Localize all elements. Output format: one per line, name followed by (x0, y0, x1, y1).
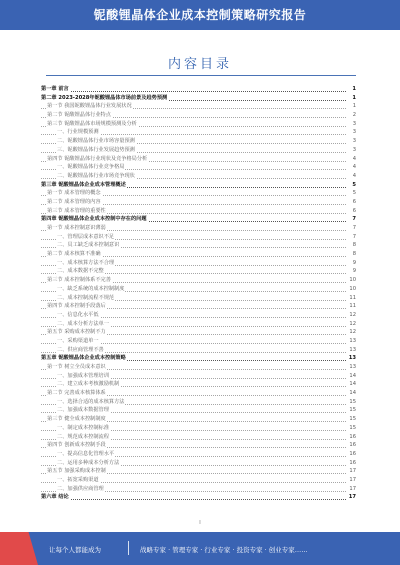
toc-entry-label: 一、提高信息化管理水平 (57, 450, 115, 457)
toc-entry-label: 一、成本核算方法不合理 (57, 259, 115, 266)
toc-entry-page: 10 (349, 285, 356, 292)
toc-entry[interactable] (41, 441, 356, 450)
toc-entry[interactable] (41, 406, 356, 415)
toc-entry-label: 第四节 铌酸锂晶体行业现状及竞争格局分析 (47, 155, 148, 162)
toc-entry[interactable] (41, 102, 356, 111)
toc-entry-page: 13 (348, 355, 356, 362)
toc-entry[interactable] (41, 485, 356, 494)
toc-entry-page: 6 (348, 198, 356, 207)
toc-entry-label: 三、铌酸锂晶体行业发展趋势预测 (57, 146, 135, 153)
toc-entry-page: 14 (349, 381, 356, 388)
toc-entry[interactable] (41, 372, 356, 381)
toc-entry-page: 1 (348, 102, 356, 111)
toc-entry-label: 一、缺乏系统的成本控制制度 (57, 285, 125, 292)
toc-entry-page: 3 (348, 146, 356, 155)
toc-entry-label: 第四节 创新成本控制手段 (47, 442, 106, 449)
toc-entry[interactable] (41, 233, 356, 242)
toc-entry-label: 一、制定成本控制标准 (57, 424, 109, 431)
toc-entry-label: 二、铌酸锂晶体行业市场容量预测 (57, 138, 135, 145)
toc-entry-label: 二、加强供应商管理 (57, 485, 104, 492)
toc-entry-page: 12 (349, 329, 356, 336)
toc-entry-label: 二、铌酸锂晶体行业市场竞争现状 (57, 172, 135, 179)
table-of-contents (41, 85, 356, 502)
toc-entry-page: 5 (348, 189, 356, 198)
toc-entry[interactable] (41, 189, 356, 198)
toc-entry[interactable] (41, 424, 356, 433)
toc-entry-label: 第四节 成本控制手段落后 (47, 303, 106, 310)
toc-entry[interactable] (41, 241, 356, 250)
toc-entry[interactable] (41, 111, 356, 120)
toc-entry-label: 第五节 采购成本控制不力 (47, 329, 106, 336)
toc-entry-label: 一、采购渠道单一 (57, 337, 99, 344)
toc-entry-page: 7 (348, 233, 356, 242)
toc-entry-page: 5 (348, 181, 356, 190)
toc-entry[interactable] (41, 198, 356, 207)
toc-entry-label: 第六章 结论 (41, 494, 69, 501)
toc-entry-page: 11 (349, 294, 356, 301)
toc-entry-label: 第一节 树立全员成本意识 (47, 364, 106, 370)
toc-entry[interactable] (41, 294, 356, 303)
footer-slogan: 让每个人都能成为 (49, 546, 101, 554)
toc-entry-page: 13 (349, 337, 356, 344)
toc-entry[interactable] (41, 493, 356, 502)
toc-entry[interactable] (41, 311, 356, 320)
toc-entry-page: 3 (348, 137, 356, 146)
toc-entry[interactable] (41, 346, 356, 355)
toc-entry-page: 13 (349, 346, 356, 353)
toc-entry[interactable] (41, 320, 356, 329)
toc-entry-label: 第一章 前言 (41, 86, 69, 92)
toc-entry[interactable] (41, 380, 356, 389)
toc-entry[interactable] (41, 328, 356, 337)
toc-entry-page: 4 (348, 172, 356, 181)
toc-entry[interactable] (41, 172, 356, 181)
toc-entry[interactable] (41, 224, 356, 233)
toc-entry-label: 第一节 成本控制意识薄弱 (47, 225, 106, 231)
toc-entry-page: 16 (349, 442, 356, 449)
toc-entry-label: 第二节 成本管理的内容 (47, 198, 101, 205)
toc-entry[interactable] (41, 389, 356, 398)
toc-entry-label: 第三节 成本管理的重要性 (47, 207, 106, 214)
toc-entry[interactable] (41, 415, 356, 424)
toc-entry-label: 二、成本分析方法单一 (57, 320, 109, 327)
toc-entry-page: 17 (349, 485, 356, 492)
toc-entry-label: 二、规范成本控制流程 (57, 433, 109, 440)
toc-entry[interactable] (41, 94, 356, 103)
toc-leader-dots (41, 493, 346, 500)
toc-entry-page: 9 (348, 259, 356, 268)
toc-entry-page: 13 (349, 364, 356, 370)
toc-entry[interactable] (41, 285, 356, 294)
toc-entry-label: 二、员工缺乏成本控制意识 (57, 242, 120, 249)
toc-entry-label: 二、供应商管理不善 (57, 346, 104, 353)
toc-entry[interactable] (41, 128, 356, 137)
toc-entry[interactable] (41, 267, 356, 276)
toc-entry-label: 二、建立成本考核激励机制 (57, 381, 120, 388)
toc-entry-label: 第二章 2023-2028年铌酸锂晶体市场前景及趋势预测 (41, 94, 168, 101)
toc-entry-label: 第三节 健全成本控制制度 (47, 416, 106, 423)
toc-entry-page: 15 (349, 407, 356, 414)
toc-entry-page: 11 (349, 303, 356, 310)
toc-entry-page: 14 (349, 372, 356, 379)
toc-entry-page: 15 (349, 398, 356, 405)
toc-entry[interactable] (41, 163, 356, 172)
toc-entry-label: 二、成本数据不完整 (57, 268, 104, 275)
toc-entry-label: 第一节 我国铌酸锂晶体行业发展状况 (47, 103, 132, 110)
toc-entry-page: 17 (349, 468, 356, 475)
toc-entry-page: 8 (348, 241, 356, 250)
toc-entry[interactable] (41, 433, 356, 442)
toc-entry[interactable] (41, 354, 356, 363)
toc-entry-page: 1 (348, 94, 356, 103)
toc-entry-label: 一、拓宽采购渠道 (57, 476, 99, 483)
report-title: 铌酸锂晶体企业成本控制策略研究报告 (93, 8, 307, 22)
toc-entry-label: 第三节 铌酸锂晶体市场规模预测及分析 (47, 120, 137, 127)
toc-entry-page: 17 (348, 494, 356, 501)
toc-entry[interactable] (41, 250, 356, 259)
toc-entry-page: 15 (349, 424, 356, 431)
toc-entry[interactable] (41, 120, 356, 129)
page-number: I (199, 520, 201, 526)
toc-entry[interactable] (41, 146, 356, 155)
toc-entry-label: 第四章 铌酸锂晶体企业成本控制中存在的问题 (41, 216, 147, 223)
toc-entry[interactable] (41, 137, 356, 146)
toc-entry[interactable] (41, 85, 356, 94)
toc-entry[interactable] (41, 467, 356, 476)
toc-entry[interactable] (41, 476, 356, 485)
toc-entry[interactable] (41, 259, 356, 268)
toc-entry[interactable] (41, 155, 356, 164)
toc-entry-label: 一、铌酸锂晶体行业竞争格局 (57, 164, 125, 171)
toc-entry-page: 12 (349, 311, 356, 318)
toc-entry-page: 9 (348, 267, 356, 276)
toc-entry-page: 7 (348, 215, 356, 224)
toc-entry[interactable] (41, 207, 356, 216)
toc-entry[interactable] (41, 181, 356, 190)
toc-entry-page: 10 (349, 277, 356, 284)
toc-entry-page: 12 (349, 320, 356, 327)
toc-entry-page: 16 (349, 433, 356, 440)
toc-entry-label: 第三章 铌酸锂晶体企业成本管理概述 (41, 181, 126, 188)
toc-entry-page: 6 (348, 207, 356, 216)
toc-entry[interactable] (41, 450, 356, 459)
toc-entry-label: 第五章 铌酸锂晶体企业成本控制策略 (41, 355, 126, 362)
toc-entry-label: 二、成本控制流程不规范 (57, 294, 115, 301)
toc-entry-label: 第二节 成本核算不准确 (47, 251, 101, 258)
toc-entry-page: 15 (349, 416, 356, 423)
toc-entry[interactable] (41, 363, 356, 372)
toc-heading-rule (46, 75, 356, 76)
toc-entry-label: 二、运用多种成本分析方法 (57, 459, 120, 466)
toc-entry-page: 8 (348, 250, 356, 259)
toc-entry-page: 16 (349, 459, 356, 466)
toc-entry[interactable] (41, 276, 356, 285)
toc-entry-label: 第二节 完善成本核算体系 (47, 390, 106, 397)
toc-entry-label: 第一节 成本管理的概念 (47, 190, 101, 197)
toc-leader-dots (41, 85, 346, 92)
toc-entry-page: 4 (348, 163, 356, 172)
toc-entry[interactable] (41, 302, 356, 311)
toc-entry[interactable] (41, 215, 356, 224)
toc-entry-label: 一、信息化水平低 (57, 311, 99, 318)
toc-entry-label: 第三节 成本控制体系不完善 (47, 277, 111, 284)
toc-entry-page: 1 (348, 85, 356, 94)
footer-tagline: 战略专家 · 管理专家 · 行业专家 · 投资专家 · 创业专家…… (140, 546, 308, 554)
toc-entry-page: 3 (348, 120, 356, 129)
toc-entry-page: 14 (349, 390, 356, 397)
toc-entry-page: 3 (348, 128, 356, 137)
toc-entry[interactable] (41, 337, 356, 346)
toc-entry-page: 2 (348, 111, 356, 120)
toc-entry-page: 7 (348, 224, 356, 233)
toc-entry[interactable] (41, 398, 356, 407)
toc-entry-page: 17 (349, 476, 356, 483)
toc-entry-page: 4 (348, 155, 356, 164)
toc-entry[interactable] (41, 459, 356, 468)
toc-entry-page: 16 (349, 450, 356, 457)
footer-divider (128, 541, 129, 555)
toc-entry-label: 第五节 加强采购成本控制 (47, 468, 106, 475)
toc-entry-label: 一、加强成本管理培训 (57, 372, 109, 379)
toc-entry-label: 一、管理层成本意识不足 (57, 233, 115, 240)
toc-entry-label: 一、行业规模预测 (57, 129, 99, 136)
toc-entry-label: 一、选择合适的成本核算方法 (57, 398, 125, 405)
toc-heading: 内容目录 (167, 57, 232, 72)
toc-entry-label: 二、加强成本数据管理 (57, 407, 109, 414)
toc-entry-label: 第二节 铌酸锂晶体行业特点 (47, 112, 111, 119)
